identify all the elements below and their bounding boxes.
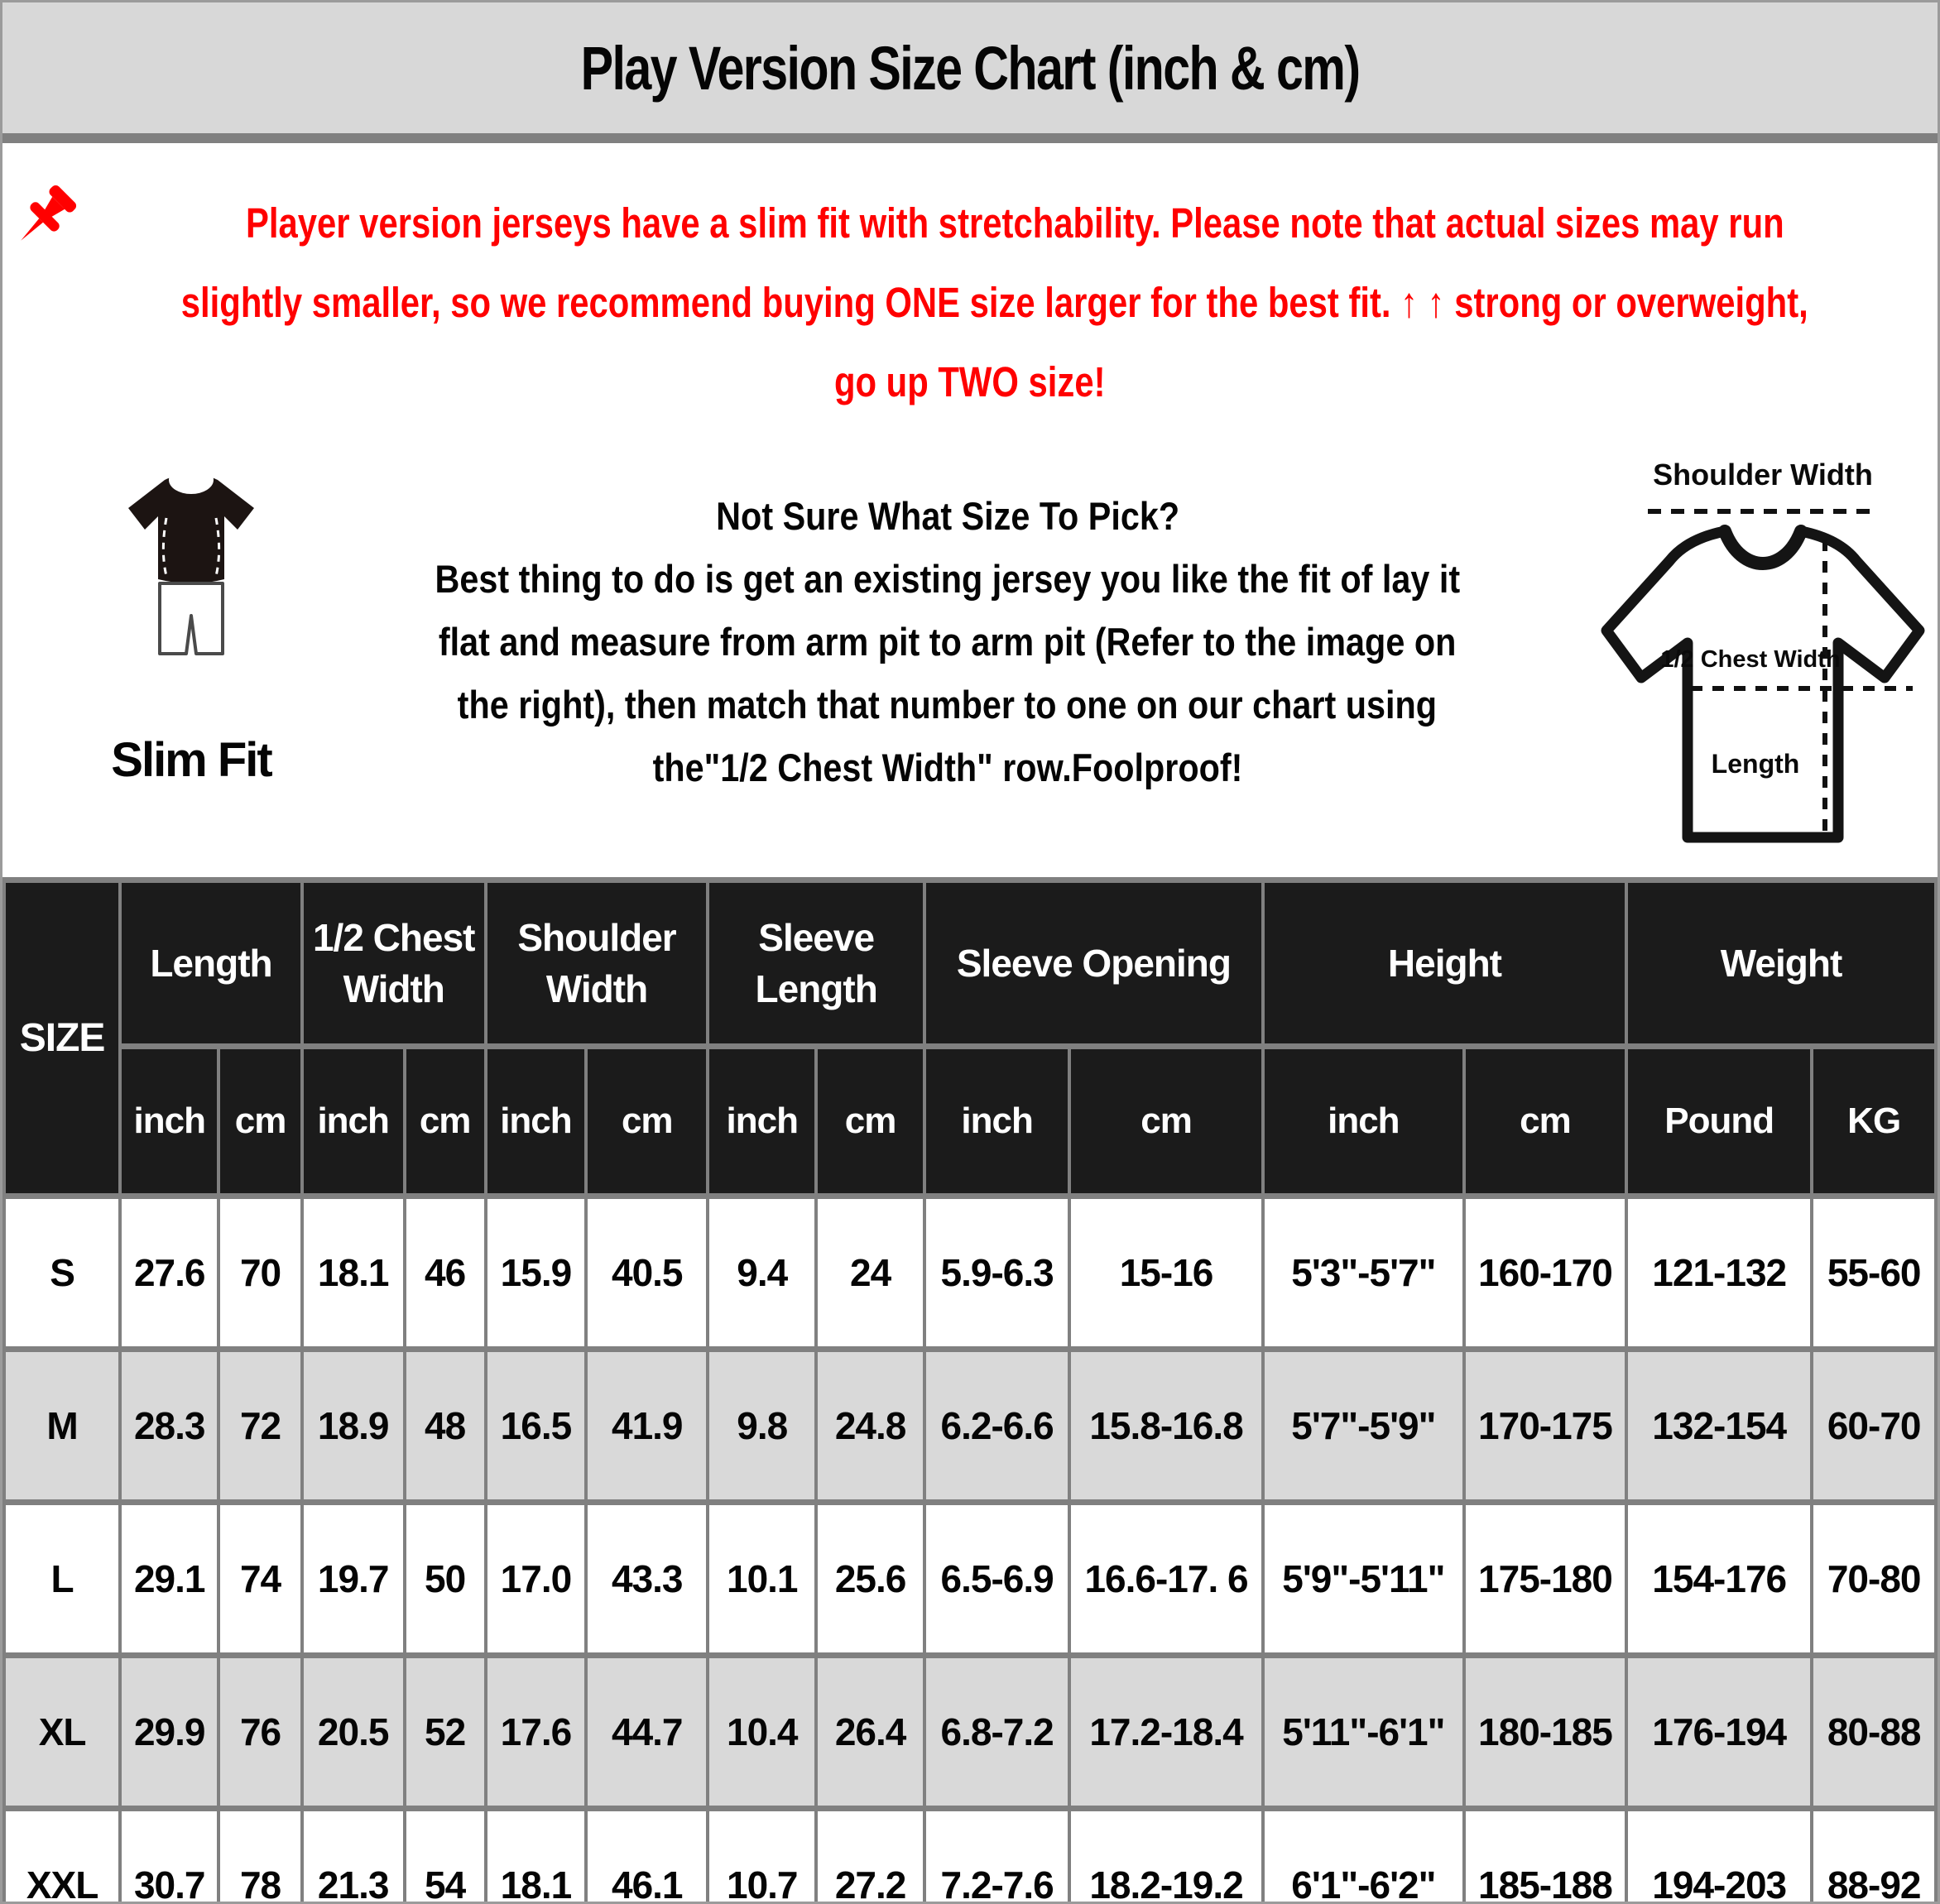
guide-line-2-text: flat and measure from arm pit to arm pit (Refer to the image on <box>439 620 1457 664</box>
table-cell: 60-70 <box>1812 1350 1936 1503</box>
guide-line-4-text: the"1/2 Chest Width" row.Foolproof! <box>652 746 1243 789</box>
table-cell: 30.7 <box>120 1809 218 1904</box>
table-cell: 15.8-16.8 <box>1069 1350 1263 1503</box>
diagram-length-label: Length <box>1711 749 1799 779</box>
note-line-3 <box>2 343 1938 422</box>
col-header-sleeve-length: Sleeve Length <box>708 880 924 1047</box>
table-row-l <box>4 1503 1936 1656</box>
col-header-1-2-chest-width: 1/2 Chest Width <box>302 880 486 1047</box>
table-cell: 15-16 <box>1069 1197 1263 1350</box>
unit-header-cm: cm <box>1069 1047 1263 1197</box>
table-cell: 6.2-6.6 <box>924 1350 1069 1503</box>
table-cell: 24 <box>816 1197 924 1350</box>
tshirt-diagram-icon <box>1530 439 1940 865</box>
table-cell: 44.7 <box>586 1656 708 1809</box>
unit-header-cm: cm <box>218 1047 301 1197</box>
table-cell: 170-175 <box>1464 1350 1626 1503</box>
guide-line-1 <box>365 548 1530 611</box>
table-cell: 88-92 <box>1812 1809 1936 1904</box>
table-cell: 5.9-6.3 <box>924 1197 1069 1350</box>
table-cell: 154-176 <box>1626 1503 1812 1656</box>
table-cell: 17.2-18.4 <box>1069 1656 1263 1809</box>
note-line-1-text: Player version jerseys have a slim fit with stretchability. Please note that actual sizes may run <box>246 199 1784 247</box>
guide-line-2 <box>365 611 1530 674</box>
col-header-length: Length <box>120 880 302 1047</box>
note-line-1 <box>2 180 1938 263</box>
note-line-2 <box>2 263 1938 343</box>
table-cell: 21.3 <box>302 1809 405 1904</box>
table-row-xl <box>4 1656 1936 1809</box>
table-cell: 5'11"-6'1" <box>1263 1656 1464 1809</box>
fit-warning-note <box>2 180 1938 422</box>
table-row-m <box>4 1350 1936 1503</box>
measurement-diagram <box>1530 434 1940 869</box>
slim-fit-column <box>17 434 365 788</box>
table-cell: 78 <box>218 1809 301 1904</box>
table-cell: 16.6-17. 6 <box>1069 1503 1263 1656</box>
size-cell: L <box>4 1503 120 1656</box>
size-cell: S <box>4 1197 120 1350</box>
table-cell: 6'1"-6'2" <box>1263 1809 1464 1904</box>
size-cell: XXL <box>4 1809 120 1904</box>
guide-heading-text: Not Sure What Size To Pick? <box>715 494 1179 538</box>
sizing-guide-section <box>2 434 1938 869</box>
table-cell: 10.1 <box>708 1503 816 1656</box>
unit-header-cm: cm <box>816 1047 924 1197</box>
guide-line-3-text: the right), then match that number to one on our chart using <box>458 683 1438 727</box>
col-header-shoulder-width: Shoulder Width <box>486 880 708 1047</box>
table-cell: 185-188 <box>1464 1809 1626 1904</box>
table-cell: 25.6 <box>816 1503 924 1656</box>
table-cell: 18.1 <box>302 1197 405 1350</box>
unit-header-cm: cm <box>586 1047 708 1197</box>
table-cell: 48 <box>405 1350 486 1503</box>
table-cell: 54 <box>405 1809 486 1904</box>
table-cell: 10.4 <box>708 1656 816 1809</box>
title-bar <box>2 2 1938 133</box>
table-cell: 17.6 <box>486 1656 586 1809</box>
col-header-size: SIZE <box>4 880 120 1197</box>
slim-fit-figure-icon <box>96 457 286 705</box>
table-cell: 40.5 <box>586 1197 708 1350</box>
table-cell: 46.1 <box>586 1809 708 1904</box>
table-cell: 132-154 <box>1626 1350 1812 1503</box>
table-row-s <box>4 1197 1936 1350</box>
table-cell: 50 <box>405 1503 486 1656</box>
unit-header-inch: inch <box>486 1047 586 1197</box>
table-cell: 9.8 <box>708 1350 816 1503</box>
table-cell: 18.2-19.2 <box>1069 1809 1263 1904</box>
note-line-2-text: slightly smaller, so we recommend buying ONE size larger for the best fit. ↑ ↑ strong or overweight, <box>180 279 1808 326</box>
table-cell: 7.2-7.6 <box>924 1809 1069 1904</box>
unit-header-kg: KG <box>1812 1047 1936 1197</box>
diagram-shoulder-label: Shoulder Width <box>1652 458 1873 492</box>
unit-header-inch: inch <box>120 1047 218 1197</box>
guide-line-3 <box>365 674 1530 736</box>
unit-header-inch: inch <box>1263 1047 1464 1197</box>
table-cell: 27.2 <box>816 1809 924 1904</box>
unit-header-cm: cm <box>405 1047 486 1197</box>
size-cell: XL <box>4 1656 120 1809</box>
table-cell: 41.9 <box>586 1350 708 1503</box>
table-cell: 29.1 <box>120 1503 218 1656</box>
table-cell: 9.4 <box>708 1197 816 1350</box>
note-line-3-text: go up TWO size! <box>834 358 1106 405</box>
table-cell: 5'3"-5'7" <box>1263 1197 1464 1350</box>
table-cell: 175-180 <box>1464 1503 1626 1656</box>
table-cell: 52 <box>405 1656 486 1809</box>
table-cell: 74 <box>218 1503 301 1656</box>
table-cell: 15.9 <box>486 1197 586 1350</box>
table-cell: 26.4 <box>816 1656 924 1809</box>
diagram-chest-label: 1/2 Chest Width <box>1660 646 1841 673</box>
table-row-xxl <box>4 1809 1936 1904</box>
table-cell: 176-194 <box>1626 1656 1812 1809</box>
pushpin-icon <box>2 180 82 259</box>
page-title: Play Version Size Chart (inch & cm) <box>580 33 1360 103</box>
table-cell: 24.8 <box>816 1350 924 1503</box>
table-cell: 76 <box>218 1656 301 1809</box>
table-cell: 17.0 <box>486 1503 586 1656</box>
guide-line-1-text: Best thing to do is get an existing jersey you like the fit of lay it <box>435 557 1461 601</box>
table-cell: 6.5-6.9 <box>924 1503 1069 1656</box>
table-cell: 28.3 <box>120 1350 218 1503</box>
col-header-weight: Weight <box>1626 880 1936 1047</box>
table-cell: 27.6 <box>120 1197 218 1350</box>
col-header-height: Height <box>1263 880 1626 1047</box>
guide-line-4 <box>365 736 1530 799</box>
table-cell: 18.9 <box>302 1350 405 1503</box>
unit-header-cm: cm <box>1464 1047 1626 1197</box>
unit-header-inch: inch <box>924 1047 1069 1197</box>
size-chart-table <box>2 877 1938 1904</box>
table-cell: 194-203 <box>1626 1809 1812 1904</box>
table-cell: 70-80 <box>1812 1503 1936 1656</box>
guide-heading <box>365 485 1530 548</box>
unit-header-pound: Pound <box>1626 1047 1812 1197</box>
table-cell: 16.5 <box>486 1350 586 1503</box>
table-cell: 19.7 <box>302 1503 405 1656</box>
table-cell: 160-170 <box>1464 1197 1626 1350</box>
table-cell: 80-88 <box>1812 1656 1936 1809</box>
table-cell: 55-60 <box>1812 1197 1936 1350</box>
table-cell: 46 <box>405 1197 486 1350</box>
slim-fit-label: Slim Fit <box>111 733 271 787</box>
table-cell: 5'7"-5'9" <box>1263 1350 1464 1503</box>
table-cell: 180-185 <box>1464 1656 1626 1809</box>
table-cell: 43.3 <box>586 1503 708 1656</box>
table-cell: 20.5 <box>302 1656 405 1809</box>
unit-header-inch: inch <box>302 1047 405 1197</box>
table-cell: 29.9 <box>120 1656 218 1809</box>
table-cell: 70 <box>218 1197 301 1350</box>
size-cell: M <box>4 1350 120 1503</box>
guide-text <box>365 434 1530 799</box>
table-cell: 121-132 <box>1626 1197 1812 1350</box>
title-divider <box>2 133 1938 143</box>
unit-header-inch: inch <box>708 1047 816 1197</box>
table-cell: 72 <box>218 1350 301 1503</box>
col-header-sleeve-opening: Sleeve Opening <box>924 880 1263 1047</box>
table-cell: 5'9"-5'11" <box>1263 1503 1464 1656</box>
table-cell: 6.8-7.2 <box>924 1656 1069 1809</box>
table-cell: 10.7 <box>708 1809 816 1904</box>
table-cell: 18.1 <box>486 1809 586 1904</box>
